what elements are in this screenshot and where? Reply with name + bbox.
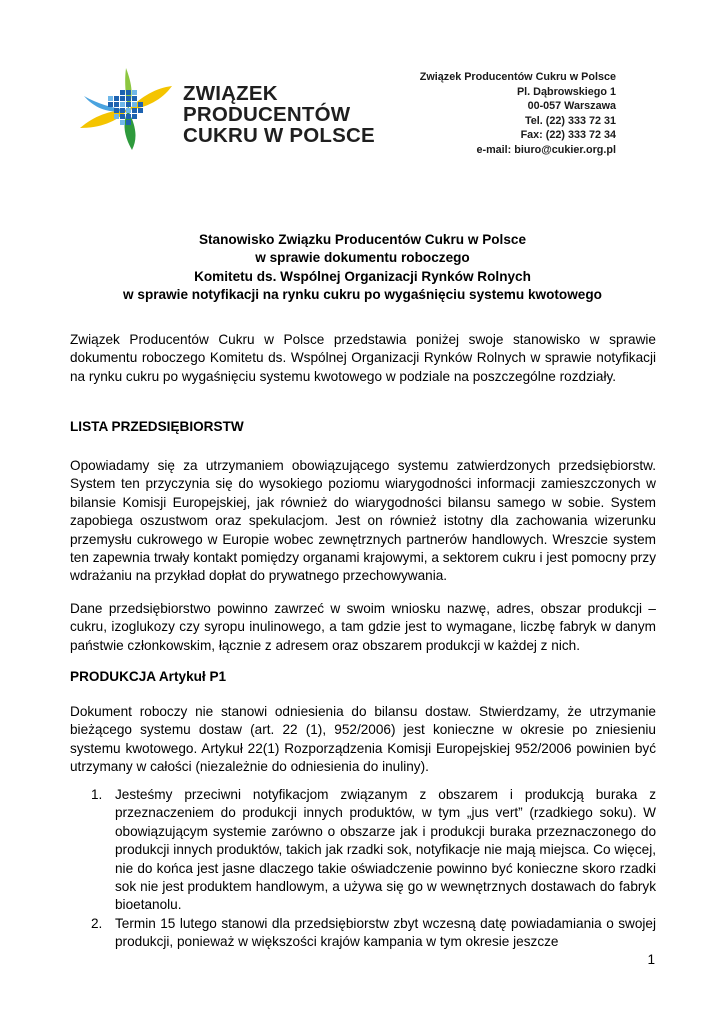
contact-fax: Fax: (22) 333 72 34 [520, 129, 616, 142]
contact-block [420, 70, 616, 158]
section-heading-block [70, 418, 656, 436]
list-item-number: 2. [91, 915, 103, 931]
contact-phone: Tel. (22) 333 72 31 [524, 114, 616, 127]
section1-p1-block [70, 457, 656, 586]
logo-line: PRODUCENTÓW [183, 103, 351, 126]
document-title [60, 231, 665, 304]
title-line: Komitetu ds. Wspólnej Organizacji Rynków Rolnych [194, 268, 531, 284]
logo-line: CUKRU W POLSCE [183, 124, 375, 147]
organization-logo-icon [76, 66, 176, 152]
contact-email: e-mail: biuro@cukier.org.pl [476, 143, 616, 156]
title-line: w sprawie dokumentu roboczego [255, 250, 470, 266]
list-item-number: 1. [91, 787, 103, 802]
list-item [70, 786, 656, 915]
section-heading-production: PRODUKCJA Artykuł P1 [70, 669, 227, 684]
section2-paragraph-1: Dokument roboczy nie stanowi odniesienia do bilansu dostaw. Stwierdzamy, że utrzymanie bieżącego systemu dostaw (art. 22 (1), 952/2006) jest konieczne w okresie po zniesieniu systemu kwotowego. Artykuł 22(1) Rozporządzenia Komisji Europejskiej 952/2006 powinien być utrzymany w całości (niezależnie do odniesienia do inuliny). [70, 704, 656, 775]
contact-org-name: Związek Producentów Cukru w Polsce [419, 71, 616, 83]
intro-block [70, 331, 656, 386]
list-item-text: Termin 15 lutego stanowi dla przedsiębiorstw zbyt wczesną datę powiadamiania o swojej produkcji, ponieważ w większości krajów kampania w tym okresie jeszcze [115, 915, 656, 950]
page-number: 1 [647, 952, 655, 967]
list-item [70, 915, 656, 952]
numbered-list [70, 786, 656, 952]
title-line: Stanowisko Związku Producentów Cukru w Polsce [198, 232, 527, 247]
section-heading-block [70, 668, 656, 686]
section1-paragraph-2: Dane przedsiębiorstwo powinno zawrzeć w swoim wniosku nazwę, adres, obszar produkcji – cukru, izoglukozy czy syropu inulinowego, a tam gdzie jest to wymagane, liczbę fabryk w danym państwie członkowskim, łącznie z adresem oraz obszarem produkcji w każdej z nich. [70, 601, 656, 653]
section-heading-companies: LISTA PRZEDSIĘBIORSTW [70, 419, 244, 434]
contact-city: 00-057 Warszawa [527, 100, 616, 113]
contact-street: Pl. Dąbrowskiego 1 [516, 85, 616, 98]
list-item-text: Jesteśmy przeciwni notyfikacjom związanym z obszarem i produkcją buraka z przeznaczeniem do produkcji innych produktów, w tym „jus vert” (rzadkiego soku). W obowiązującym systemie zarówno o obszarze jak i produkcji buraka przeznaczonego do produkcji innych produktów, takich jak rzadki sok, notyfikacje nie mają miejsca. Co więcej, nie do końca jest jasne dlaczego takie oświadczenie powinno być konieczne skoro rzadki sok nie jest produktem handlowym, a używa się go w wewnętrznych dostawach do fabryk bioetanolu. [115, 787, 656, 913]
section1-paragraph-1: Opowiadamy się za utrzymaniem obowiązującego systemu zatwierdzonych przedsiębiorstw. System ten przyczynia się do wysokiego poziomu wiarygodności informacji zamieszczonych w bilansie Komisji Europejskiej, jak również do wiarygodności bilansu samego w sobie. System zapobiega oszustwom oraz spekulacjom. Jest on również istotny dla zachowania wizerunku przemysłu cukrowego w Europie wobec zewnętrznych partnerów handlowych. Wreszcie system ten zapewnia trwały kontakt pomiędzy organami krajowymi, a sektorem cukru i jest pomocny przy wdrażaniu na przykład dopłat do prywatnego przechowywania. [70, 458, 656, 584]
section2-p1-block [70, 703, 656, 777]
section1-p2-block [70, 600, 656, 655]
logo-line: ZWIĄZEK [183, 82, 278, 105]
logo-wordmark [183, 83, 375, 146]
intro-paragraph: Związek Producentów Cukru w Polsce przedstawia poniżej swoje stanowisko w sprawie dokumentu roboczego Komitetu ds. Wspólnej Organizacji Rynków Rolnych w sprawie notyfikacji na rynku cukru po wygaśnięciu systemu kwotowego w podziale na poszczególne rozdziały. [70, 332, 656, 384]
title-line: w sprawie notyfikacji na rynku cukru po wygaśnięciu systemu kwotowego [123, 286, 602, 302]
